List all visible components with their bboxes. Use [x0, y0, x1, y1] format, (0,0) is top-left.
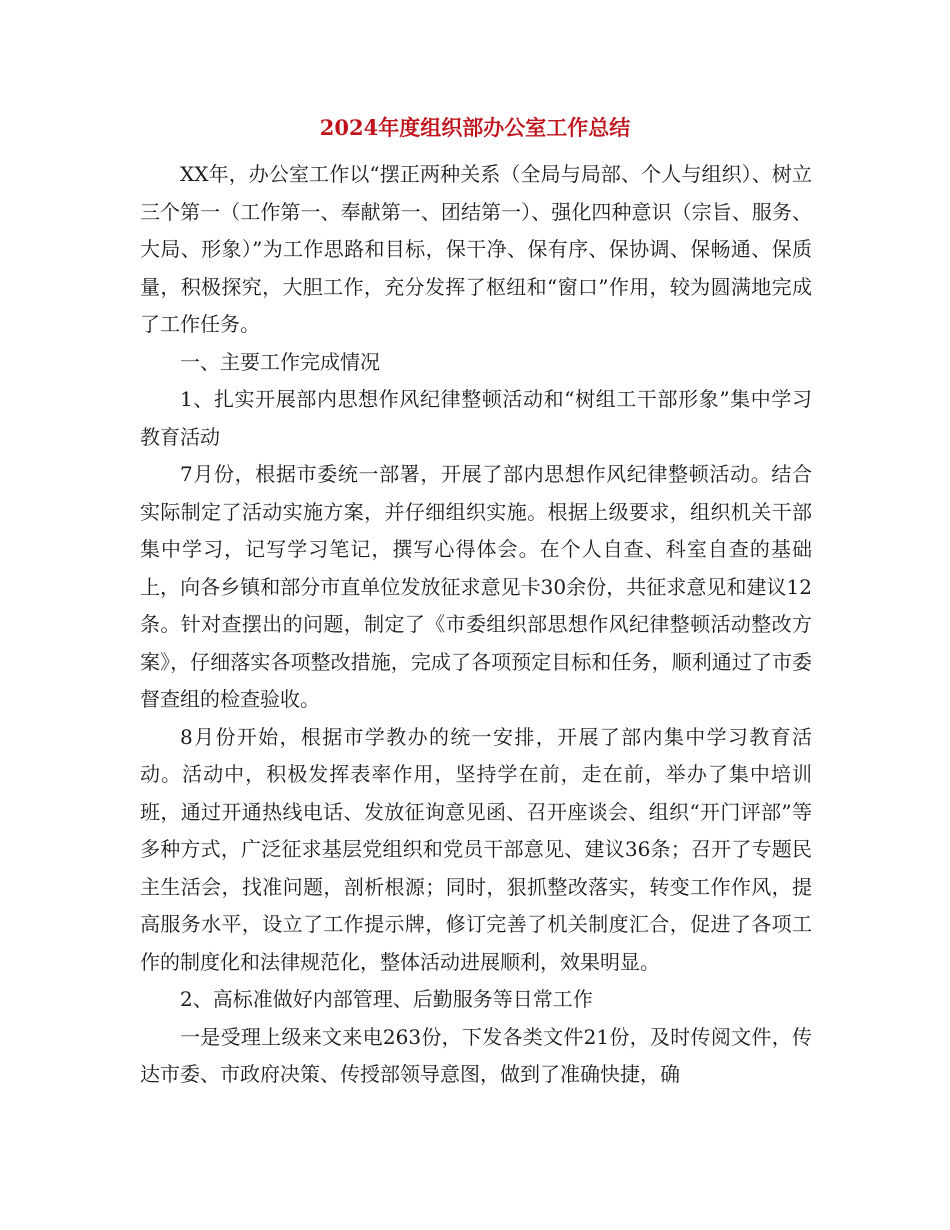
paragraph-intro: XX年，办公室工作以“摆正两种关系（全局与局部、个人与组织）、树立三个第一（工作第一、奉献第一、团结第一）、强化四种意识（宗旨、服务、大局、形象）”为工作思路和目标，保干净、保有序、保协调、保畅通、保质量，积极探究，大胆工作，充分发挥了枢纽和“窗口”作用，较为圆满地完成了工作任务。 — [140, 162, 812, 336]
document-title: 2024年度组织部办公室工作总结 — [319, 115, 631, 140]
subheading-internal-management: 2、高标准做好内部管理、后勤服务等日常工作 — [180, 987, 593, 1011]
paragraph-july-activity: 7月份，根据市委统一部署，开展了部内思想作风纪律整顿活动。结合实际制定了活动实施方案，并仔细组织实施。根据上级要求，组织机关干部集中学习，记写学习笔记，撰写心得体会。在个人自查、科室自查的基础上，向各乡镇和部分市直单位发放征求意见卡30余份，共征求意见和建议12条。针对查摆出的问题，制定了《市委组织部思想作风纪律整顿活动整改方案》，仔细落实各项整改措施，完成了各项预定目标和任务，顺利通过了市委督查组的检查验收。 — [140, 462, 812, 711]
paragraph-documents-handling: 一是受理上级来文来电263份，下发各类文件21份，及时传阅文件，传达市委、市政府决策、传授部领导意图，做到了准确快捷，确 — [140, 1024, 812, 1086]
subheading-rectification-activity: 1、扎实开展部内思想作风纪律整顿活动和“树组工干部形象”集中学习教育活动 — [140, 387, 812, 449]
paragraph-august-activity: 8月份开始，根据市学教办的统一安排，开展了部内集中学习教育活动。活动中，积极发挥表率作用，坚持学在前，走在前，举办了集中培训班，通过开通热线电话、发放征询意见函、召开座谈会、组织“开门评部”等多种方式，广泛征求基层党组织和党员干部意见、建议36条；召开了专题民主生活会，找准问题，剖析根源；同时，狠抓整改落实，转变工作作风，提高服务水平，设立了工作提示牌，修订完善了机关制度汇合，促进了各项工作的制度化和法律规范化，整体活动进展顺利，效果明显。 — [140, 724, 812, 974]
document-body — [140, 156, 812, 1094]
section-heading-main-work: 一、主要工作完成情况 — [180, 349, 380, 374]
